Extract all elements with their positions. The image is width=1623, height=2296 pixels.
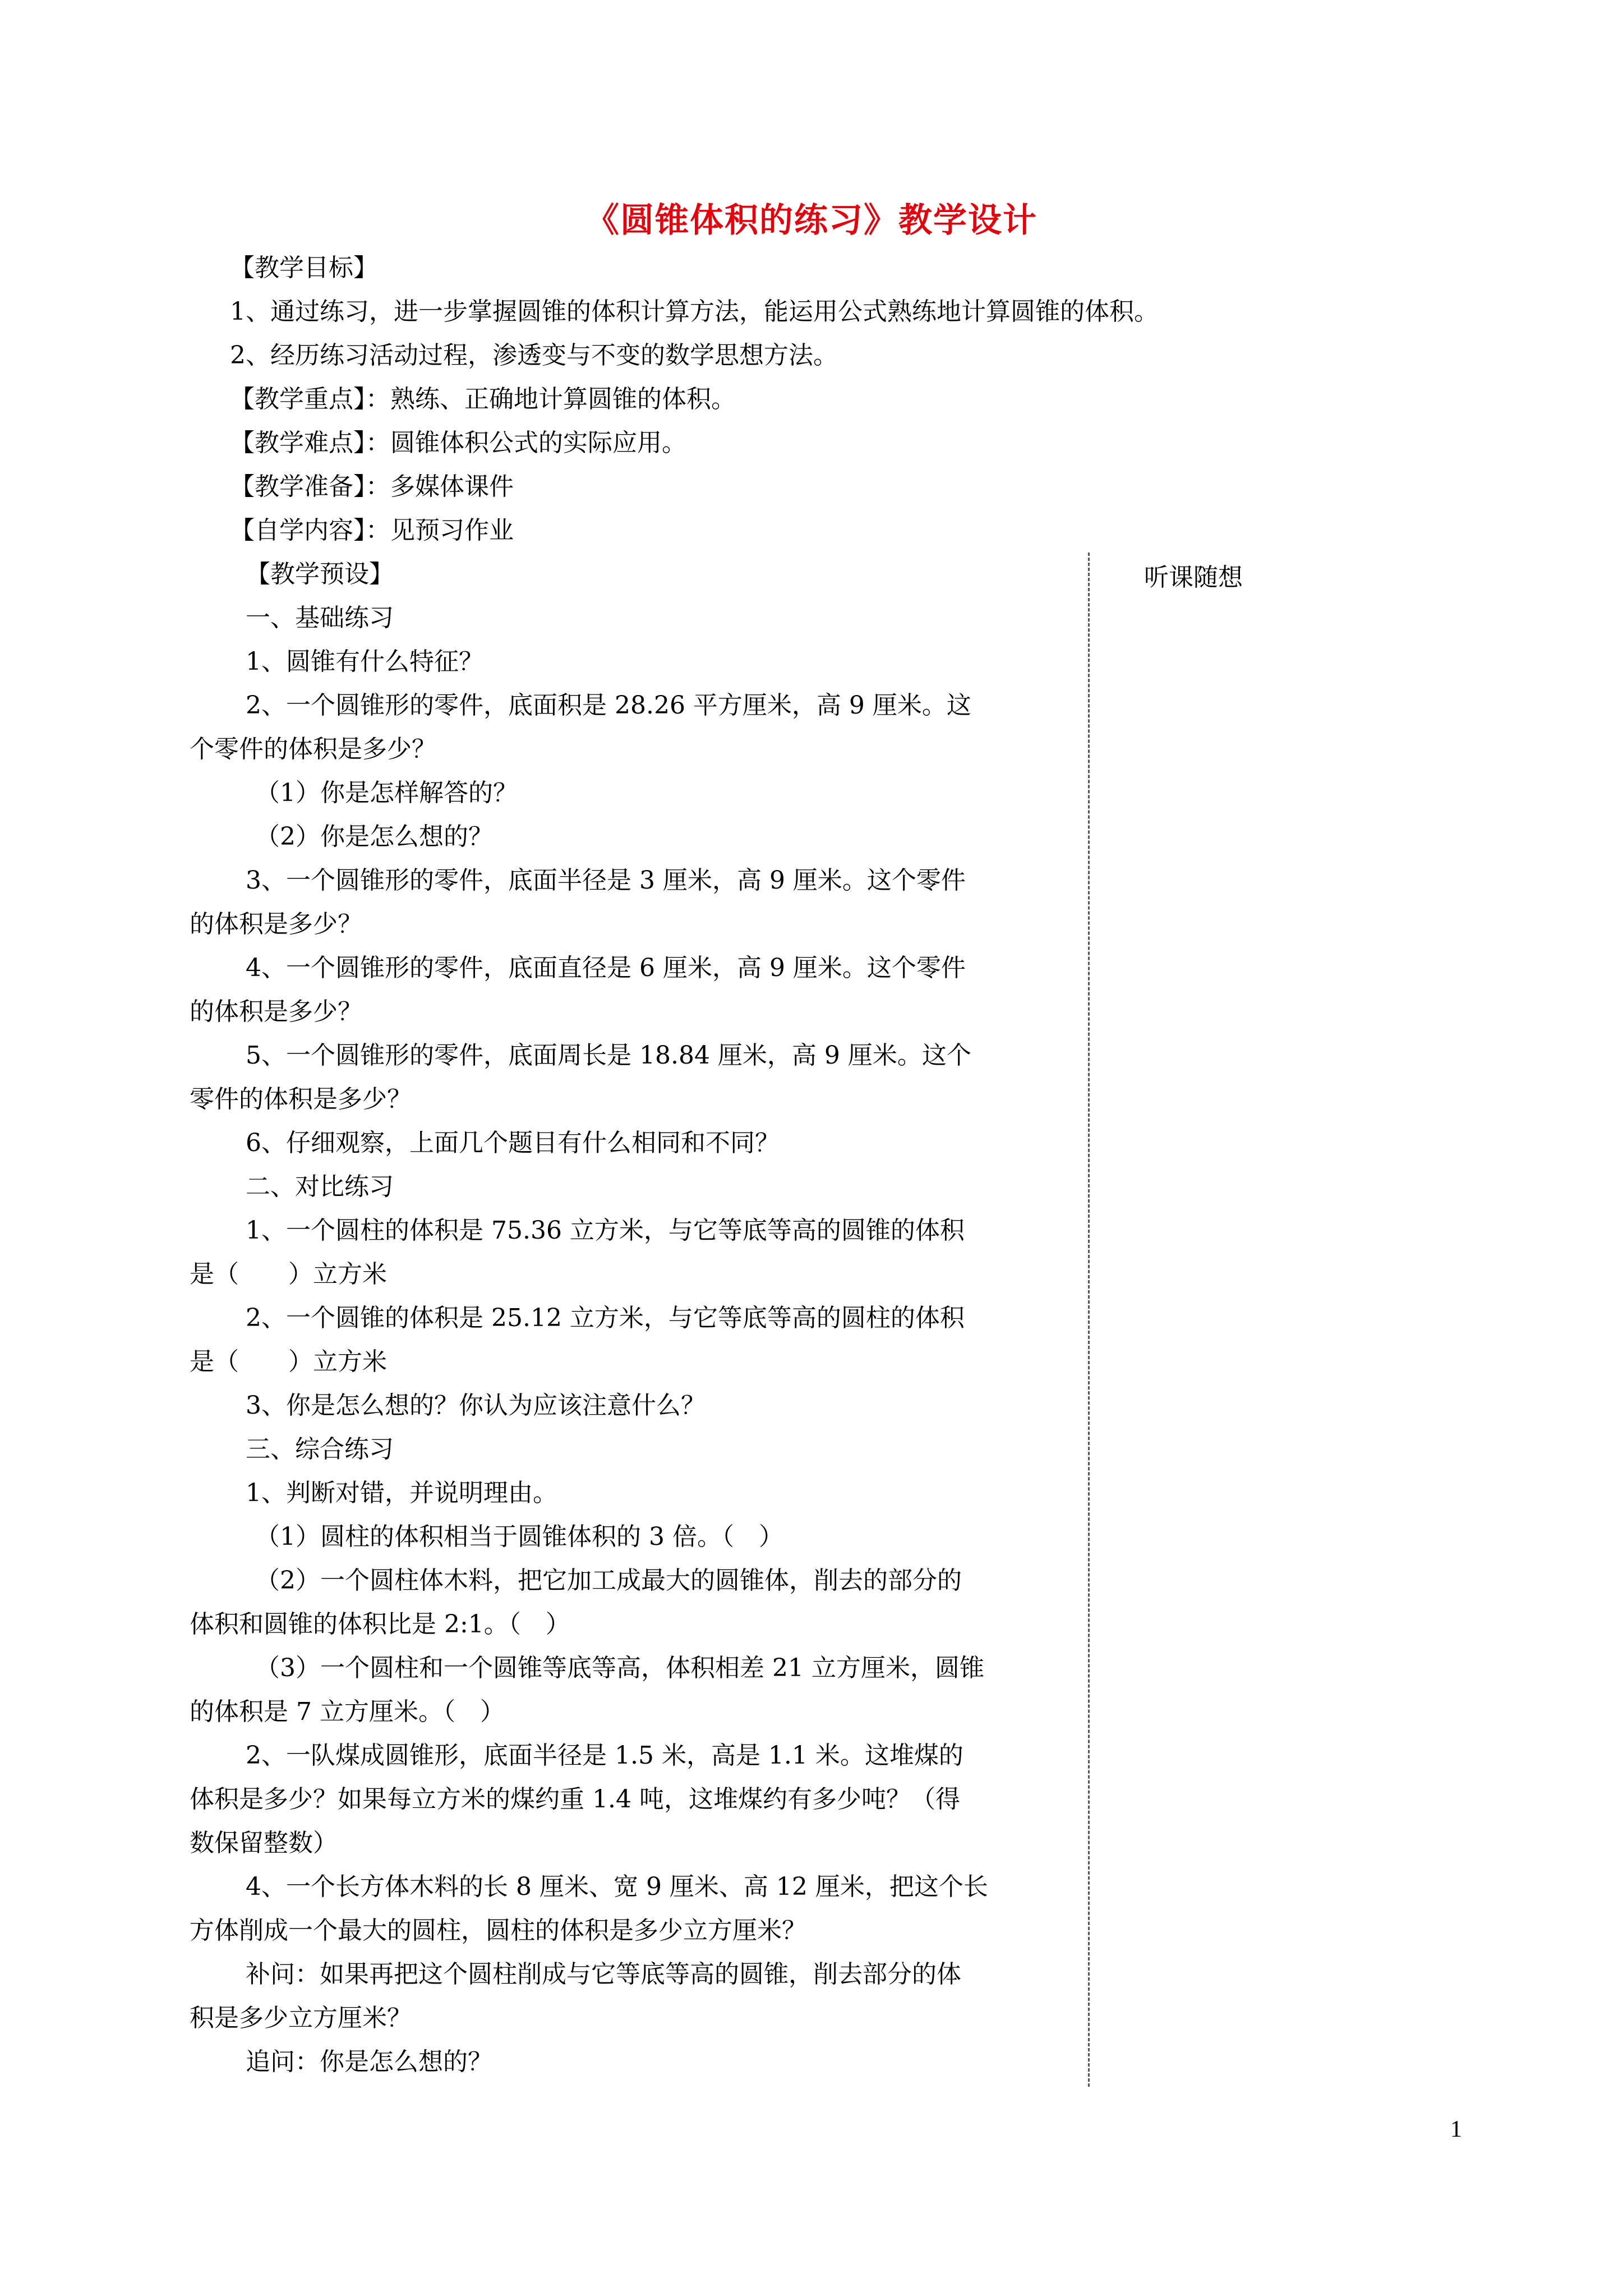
body-line: 是（ ）立方米 — [190, 1260, 387, 1289]
body-line: 的体积是多少？ — [190, 997, 362, 1026]
body-line: （2）一个圆柱体木料，把它加工成最大的圆锥体，削去的部分的 — [255, 1566, 962, 1595]
body-line: 2、一个圆锥的体积是 25.12 立方米，与它等底等高的圆柱的体积 — [246, 1304, 965, 1332]
body-line: 【教学预设】 — [246, 560, 394, 588]
body-line: 方体削成一个最大的圆柱，圆柱的体积是多少立方厘米？ — [190, 1916, 806, 1945]
body-line: （1）圆柱的体积相当于圆锥体积的 3 倍。（ ） — [255, 1522, 783, 1551]
body-line: 1、圆锥有什么特征？ — [246, 647, 483, 676]
body-line: 个零件的体积是多少？ — [190, 735, 436, 763]
body-line: 是（ ）立方米 — [190, 1347, 387, 1376]
body-line: 6、仔细观察，上面几个题目有什么相同和不同？ — [246, 1129, 780, 1157]
side-notes-title: 听课随想 — [1144, 563, 1243, 592]
objective-2: 2、经历练习活动过程，渗透变与不变的数学思想方法。 — [230, 341, 838, 370]
body-line: 零件的体积是多少？ — [190, 1085, 412, 1114]
preparation: 【教学准备】：多媒体课件 — [230, 472, 514, 501]
body-line: （3）一个圆柱和一个圆锥等底等高，体积相差 21 立方厘米，圆锥 — [255, 1654, 984, 1682]
body-line: 的体积是多少？ — [190, 910, 362, 938]
page-number: 1 — [1450, 2116, 1462, 2142]
body-line: 二、对比练习 — [246, 1172, 394, 1201]
body-line: 一、基础练习 — [246, 604, 394, 632]
heading-objectives: 【教学目标】 — [230, 254, 378, 282]
document-title: 《圆锥体积的练习》教学设计 — [585, 201, 1038, 240]
body-line: 4、一个长方体木料的长 8 厘米、宽 9 厘米、高 12 厘米，把这个长 — [246, 1872, 988, 1901]
body-line: 5、一个圆锥形的零件，底面周长是 18.84 厘米，高 9 厘米。这个 — [246, 1041, 971, 1070]
body-line: 的体积是 7 立方厘米。（ ） — [190, 1697, 505, 1726]
body-line: 数保留整数） — [190, 1829, 338, 1857]
body-line: （1）你是怎样解答的？ — [255, 779, 518, 807]
body-line: 积是多少立方厘米？ — [190, 2004, 412, 2032]
body-line: 3、一个圆锥形的零件，底面半径是 3 厘米，高 9 厘米。这个零件 — [246, 866, 966, 895]
column-divider — [1088, 553, 1090, 2087]
body-line: （2）你是怎么想的？ — [255, 822, 493, 851]
objective-1: 1、通过练习，进一步掌握圆锥的体积计算方法，能运用公式熟练地计算圆锥的体积。 — [230, 297, 1159, 326]
body-line: 3、你是怎么想的？你认为应该注意什么？ — [246, 1391, 706, 1420]
body-line: 三、综合练习 — [246, 1435, 394, 1464]
body-line: 1、一个圆柱的体积是 75.36 立方米，与它等底等高的圆锥的体积 — [246, 1216, 965, 1245]
difficult-point: 【教学难点】：圆锥体积公式的实际应用。 — [230, 429, 686, 457]
body-line: 体积和圆锥的体积比是 2:1。（ ） — [190, 1610, 570, 1639]
self-study: 【自学内容】：见预习作业 — [230, 516, 514, 545]
body-line: 补问：如果再把这个圆柱削成与它等底等高的圆锥，削去部分的体 — [246, 1960, 961, 1989]
body-line: 追问：你是怎么想的？ — [246, 2047, 492, 2076]
body-line: 4、一个圆锥形的零件，底面直径是 6 厘米，高 9 厘米。这个零件 — [246, 954, 966, 982]
body-line: 2、一个圆锥形的零件，底面积是 28.26 平方厘米，高 9 厘米。这 — [246, 691, 971, 720]
body-line: 体积是多少？如果每立方米的煤约重 1.4 吨，这堆煤约有多少吨？（得 — [190, 1785, 960, 1814]
key-point: 【教学重点】：熟练、正确地计算圆锥的体积。 — [230, 385, 736, 413]
body-line: 1、判断对错，并说明理由。 — [246, 1479, 557, 1507]
body-line: 2、一队煤成圆锥形，底面半径是 1.5 米，高是 1.1 米。这堆煤的 — [246, 1741, 963, 1770]
